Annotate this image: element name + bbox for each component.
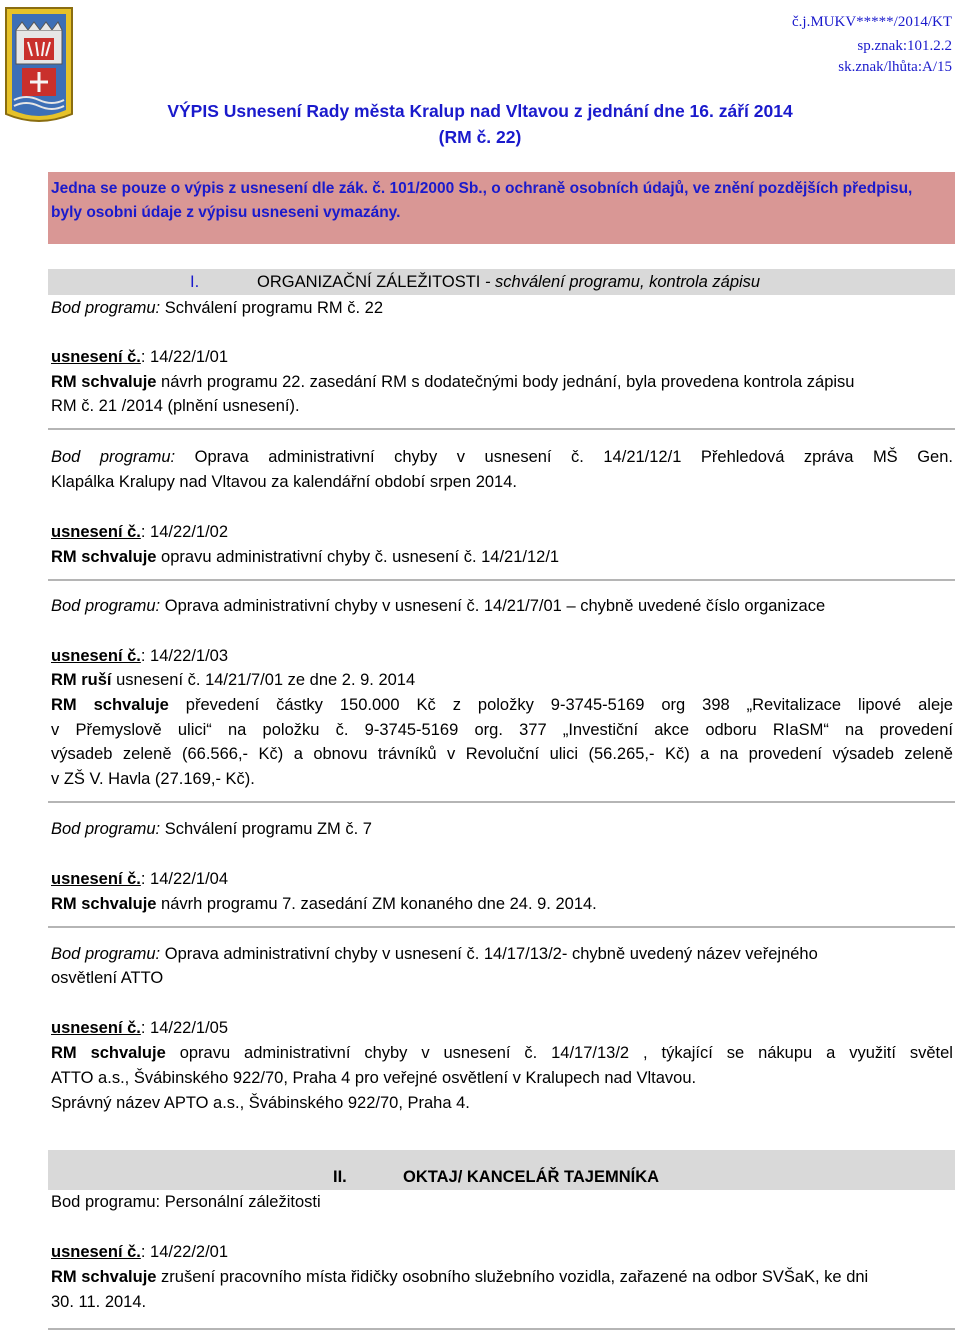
agenda-item: Bod programu: Oprava administrativní chyby v usnesení č. 14/17/13/2- chybně uvedený název veřejného [51, 945, 818, 963]
resolution-text: RM schvaluje převedení částky 150.000 Kč z položky 9-3745-5169 org 398 „Revitalizace lipové aleje [51, 696, 953, 714]
section-1-title: ORGANIZAČNÍ ZÁLEŽITOSTI - schválení programu, kontrola zápisu [257, 273, 761, 291]
resolution-text: RM schvaluje návrh programu 7. zasedání ZM konaného dne 24. 9. 2014. [51, 895, 597, 913]
resolution-text: RM ruší usnesení č. 14/21/7/01 ze dne 2. 9. 2014 [51, 671, 416, 689]
ref-number: č.j.MUKV*****/2014/KT [792, 14, 952, 30]
agenda-item: Bod programu: Oprava administrativní chyby v usnesení č. 14/21/7/01 – chybně uvedené číslo organizace [51, 597, 826, 615]
resolution-text: ATTO a.s., Švábinského 922/70, Praha 4 pro veřejné osvětlení v Kralupech nad Vltavou. [51, 1069, 697, 1087]
divider [48, 801, 955, 803]
resolution-text: RM schvaluje zrušení pracovního místa řidičky osobního služebního vozidla, zařazené na odbor SVŠaK, ke dni [51, 1268, 869, 1286]
notice-line: Jedna se pouze o výpis z usnesení dle zák. č. 101/2000 Sb., o ochraně osobních údajů, ve znění pozdějších předpisu, [51, 180, 913, 197]
notice-line: byly osobni údaje z výpisu usneseni vymazány. [51, 204, 401, 221]
page-subtitle: (RM č. 22) [438, 127, 522, 147]
resolution-text: RM č. 21 /2014 (plnění usnesení). [51, 397, 300, 415]
resolution-text: RM schvaluje opravu administrativní chyby v usnesení č. 14/17/13/2 , týkající se nákupu a využití světel [51, 1044, 953, 1062]
resolution-number: usnesení č.: 14/22/1/03 [51, 647, 229, 665]
divider [48, 579, 955, 581]
ref-shredding-mark: sk.znak/lhůta:A/15 [838, 59, 952, 75]
resolution-text: 30. 11. 2014. [51, 1293, 147, 1311]
resolution-text: v ZŠ V. Havla (27.169,- Kč). [51, 770, 255, 788]
resolution-text: Správný název APTO a.s., Švábinského 922/70, Praha 4. [51, 1094, 470, 1112]
resolution-number: usnesení č.: 14/22/2/01 [51, 1243, 229, 1261]
divider [48, 428, 955, 430]
resolution-number: usnesení č.: 14/22/1/01 [51, 348, 229, 366]
agenda-item: Bod programu: Personální záležitosti [51, 1193, 321, 1211]
agenda-item-cont: Klapálka Kralupy nad Vltavou za kalendářní období srpen 2014. [51, 473, 517, 491]
resolution-number: usnesení č.: 14/22/1/02 [51, 523, 229, 541]
agenda-item: Bod programu: Schválení programu RM č. 22 [51, 299, 383, 317]
divider [48, 926, 955, 928]
resolution-text: v Přemyslově ulici“ na položku č. 9-3745-5169 org. 377 „Investiční akce odboru RIaSM“ na provedení [51, 721, 953, 739]
agenda-item: Bod programu: Schválení programu ZM č. 7 [51, 820, 372, 838]
resolution-text: RM schvaluje návrh programu 22. zasedání RM s dodatečnými body jednání, byla provedena kontrola zápisu [51, 373, 855, 391]
section-2-numeral: II. [333, 1168, 347, 1186]
ref-filing-mark: sp.znak:101.2.2 [857, 38, 952, 54]
divider [48, 1328, 955, 1330]
privacy-notice [48, 172, 955, 244]
section-2-title: OKTAJ/ KANCELÁŘ TAJEMNÍKA [403, 1168, 660, 1186]
page-title: VÝPIS Usnesení Rady města Kralup nad Vltavou z jednání dne 16. září 2014 [167, 101, 793, 121]
agenda-item-cont: osvětlení ATTO [51, 969, 164, 987]
section-1-numeral: I. [190, 273, 200, 291]
resolution-number: usnesení č.: 14/22/1/05 [51, 1019, 229, 1037]
resolution-text: RM schvaluje opravu administrativní chyby č. usnesení č. 14/21/12/1 [51, 548, 560, 566]
agenda-item: Bod programu: Oprava administrativní chyby v usnesení č. 14/21/12/1 Přehledová zpráva MŠ Gen. [51, 448, 953, 466]
resolution-number: usnesení č.: 14/22/1/04 [51, 870, 229, 888]
resolution-text: výsadeb zeleně (66.566,- Kč) a obnovu trávníků v Revoluční ulici (56.265,- Kč) a na provedení výsadeb zeleně [51, 745, 953, 763]
